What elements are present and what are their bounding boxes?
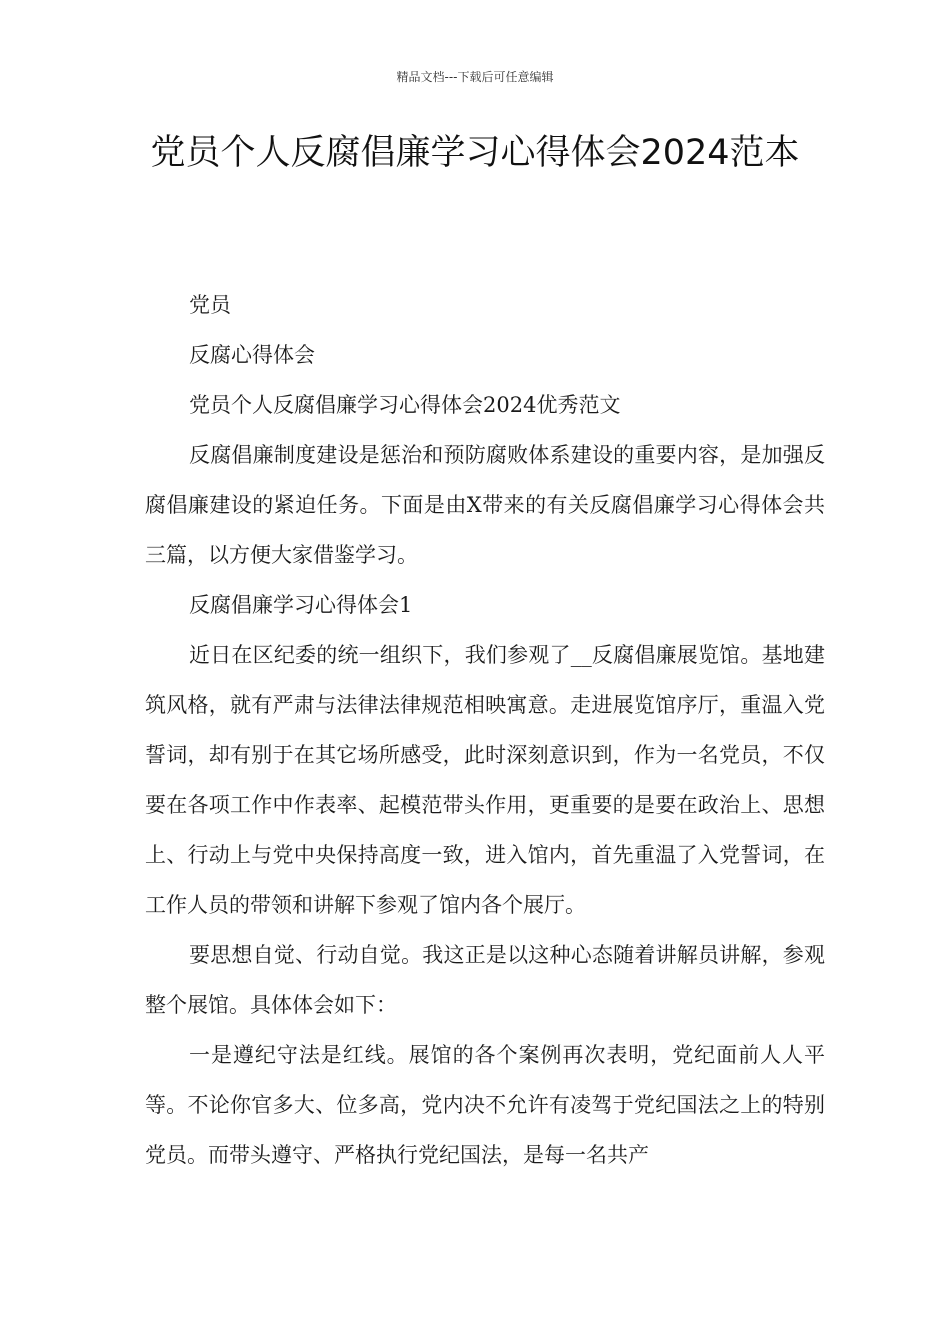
- paragraph: 党员个人反腐倡廉学习心得体会2024优秀范文: [189, 393, 621, 417]
- document-body: [145, 280, 825, 1180]
- paragraph: 党员: [189, 293, 231, 317]
- paragraph: 近日在区纪委的统一组织下，我们参观了__反腐倡廉展览馆。基地建筑风格，就有严肃与法律法律规范相映寓意。走进展览馆序厅，重温入党誓词，却有别于在其它场所感受，此时深刻意识到，作为一名党员，不仅要在各项工作中作表率、起模范带头作用，更重要的是要在政治上、思想上、行动上与党中央保持高度一致，进入馆内，首先重温了入党誓词，在工作人员的带领和讲解下参观了馆内各个展厅。: [145, 643, 825, 917]
- paragraph: 反腐心得体会: [189, 343, 315, 367]
- paragraph: 一是遵纪守法是红线。展馆的各个案例再次表明，党纪面前人人平等。不论你官多大、位多高，党内决不允许有凌驾于党纪国法之上的特别党员。而带头遵守、严格执行党纪国法，是每一名共产: [145, 1043, 825, 1167]
- paragraph: 反腐倡廉制度建设是惩治和预防腐败体系建设的重要内容，是加强反腐倡廉建设的紧迫任务。下面是由X带来的有关反腐倡廉学习心得体会共三篇，以方便大家借鉴学习。: [145, 443, 825, 567]
- paragraph: 要思想自觉、行动自觉。我这正是以这种心态随着讲解员讲解，参观整个展馆。具体体会如下：: [145, 943, 825, 1017]
- header-note: 精品文档---下载后可任意编辑: [396, 70, 554, 84]
- paragraph: 反腐倡廉学习心得体会1: [189, 593, 413, 617]
- document-title: 党员个人反腐倡廉学习心得体会2024范本: [150, 133, 800, 173]
